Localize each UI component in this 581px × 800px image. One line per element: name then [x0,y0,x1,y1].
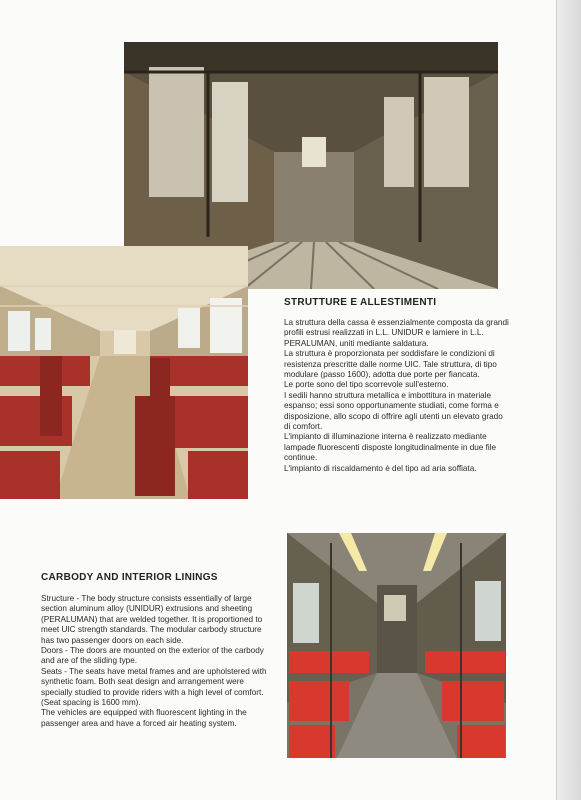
italian-paragraph-seats: I sedili hanno struttura metallica e imbottitura in materiale espanso; essi sono opportunamente studiati, come forma e disposizione, allo scopo di offrire agli utenti un elevato grado di comfort. [284,390,503,432]
italian-paragraph-structure: La struttura della cassa è essenzialmente composta da grandi profili estrusi realizzati in L.L. UNIDUR e lamiere in L.L. PERALUMAN, uniti mediante saldatura. [284,318,509,348]
italian-paragraph-lighting: L'impianto di illuminazione interna è realizzato mediante lampade fluorescenti disposte longitudinalmente in due file continue. [284,432,497,463]
page-edge [556,0,581,800]
english-body-text [41,594,267,729]
english-heading: CARBODY AND INTERIOR LININGS [41,572,218,583]
english-paragraph-seats: Seats - The seats have metal frames and are upholstered with synthetic foam. Both seat design and arrangement were specially studied to provide riders with a high level of comfort. (Seat spacing is 1600 mm). [41,666,267,708]
italian-heading: STRUTTURE E ALLESTIMENTI [284,297,437,308]
passenger-compartment-photo [0,246,248,499]
italian-paragraph-strength: La struttura è proporzionata per soddisfare le condizioni di resistenza prescritte dalle norme UIC. Tale struttura, di tipo modulare (passo 1600), adotta due porte per fiancata. [284,349,497,380]
english-paragraph-doors: Doors - The doors are mounted on the exterior of the carbody and are of the sliding type. [41,646,264,666]
english-paragraph-structure: Structure - The body structure consists essentially of large section aluminum alloy (UNIDUR) extrusions and sheeting (PERALUMAN) that are welded together. It is proportioned to meet UIC strength standards. The modular carbody structure has two passenger doors on each side. [41,594,263,645]
italian-paragraph-doors: Le porte sono del tipo scorrevole sull'esterno. [284,380,449,390]
interior-lighting-photo [287,533,506,758]
italian-body-text [284,318,509,474]
english-paragraph-lighting: The vehicles are equipped with fluorescent lighting in the passenger area and have a forced air heating system. [41,708,247,728]
italian-paragraph-heating: L'impianto di riscaldamento è del tipo ad aria soffiata. [284,463,477,473]
